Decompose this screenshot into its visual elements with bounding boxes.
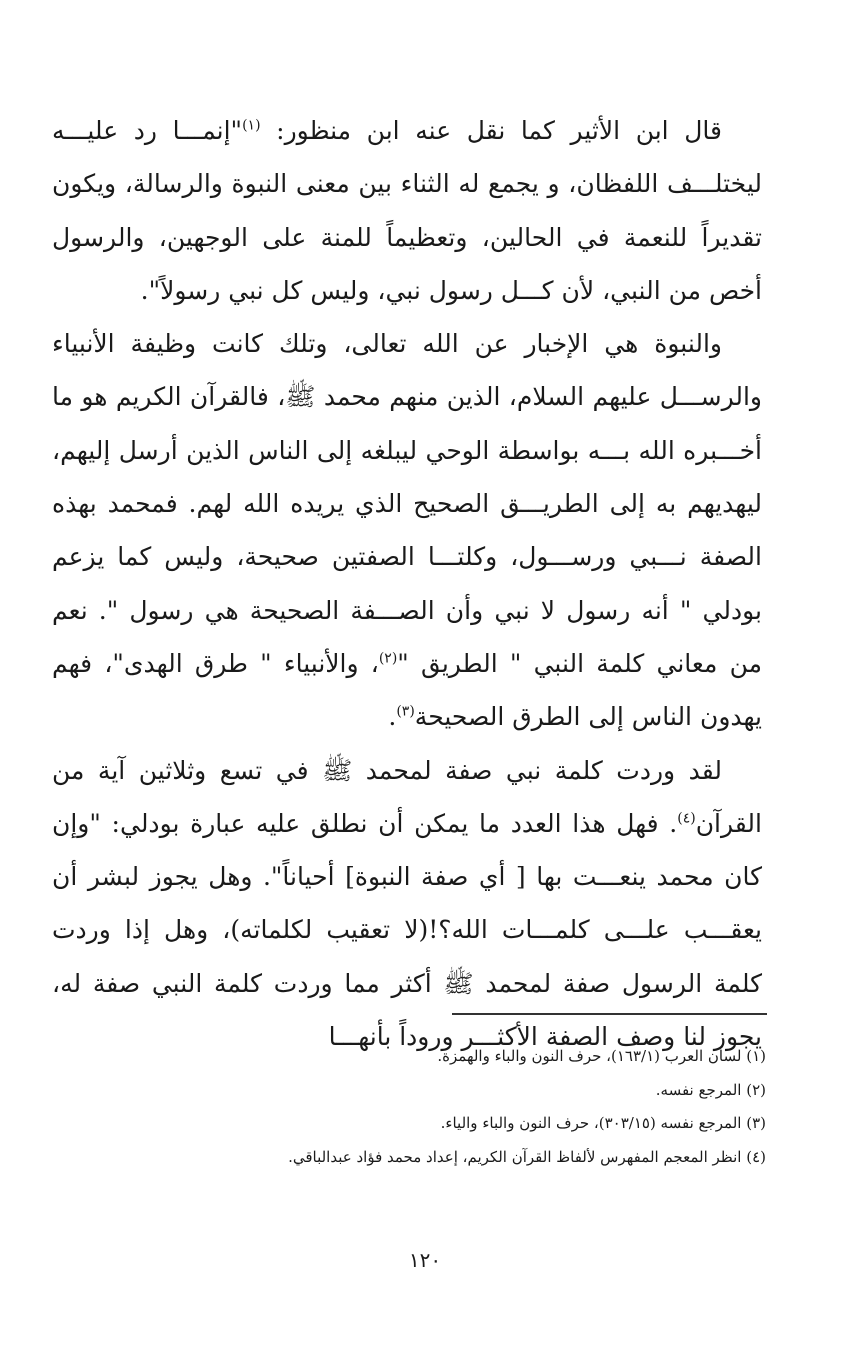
footnote-ref: (٢): [378, 650, 398, 667]
footnote-ref: (٣): [396, 703, 415, 720]
text-run: لقد وردت كلمة نبي صفة لمحمد ﷺ في تسع وثلاثين آية من القرآن: [52, 755, 762, 838]
main-text: [52, 104, 762, 1063]
text-run: والنبوة هي الإخبار عن الله تعالى، وتلك كانت وظيفة الأنبياء والرســـل عليهم السلام، الذين منهم محمد ﷺ، فالقرآن الكريم هو ما أخـــبره الله بـــه بواسطة الوحي ليبلغه إلى الناس الذين أرسل إليهم، ليهديهم به إلى الطريـــق الصحيح الذي يريده الله لهم. فمحمد بهذه الصفة نـــبي ورســـول، وكلتـــا الصفتين صحيحة، وليس كما يزعم بودلي " أنه رسول لا نبي وأن الصـــفة الصحيحة هي رسول ". نعم من معاني كلمة النبي " الطريق ": [52, 329, 762, 678]
text-run: . فهل هذا العدد ما يمكن أن نطلق عليه عبارة بودلي: "وإن كان محمد ينعـــت بها [ أي صفة النبوة] أحياناً". وهل يجوز لبشر أن يعقـــب علـــى كلمـــات الله؟!(لا تعقيب لكلماته)، وهل إذا وردت كلمة الرسول صفة لمحمد ﷺ أكثر مما وردت كلمة النبي صفة له، يجوز لنا وصف الصفة الأكثـــر وروداً بأنهـــا: [52, 808, 762, 1052]
footnote-item: (١) لسان العرب (١٦٣/١)، حرف النون والباء والهمزة.: [437, 1047, 766, 1065]
text-run: "إنمـــا رد عليـــه ليختلـــف اللفظان، و يجمع له الثناء بين معنى النبوة والرسالة، ويكون تقديراً للنعمة في الحالين، وتعظيماً للمنة على الوجهين، والرسول أخص من النبي، لأن كـــل رسول نبي، وليس كل نبي رسولاً".: [52, 116, 762, 305]
paragraph: [52, 104, 762, 317]
text-run: .: [388, 702, 397, 732]
paragraph: [52, 317, 762, 743]
text-run: قال ابن الأثير كما نقل عنه ابن منظور:: [260, 116, 722, 145]
footnotes: [52, 1040, 766, 1174]
footnote-item: (٢) المرجع نفسه.: [655, 1080, 766, 1099]
footnote-item: (٣) المرجع نفسه (٣٠٣/١٥)، حرف النون والباء والياء.: [440, 1114, 766, 1132]
paragraph: [52, 744, 762, 1064]
footnote-ref: (١): [242, 117, 261, 134]
footnote-item: (٤) انظر المعجم المفهرس لألفاظ القرآن الكريم، إعداد محمد فؤاد عبدالباقي.: [288, 1147, 766, 1166]
footnote-ref: (٤): [677, 810, 696, 827]
footnote-separator: [452, 1013, 767, 1015]
page-number: ١٢٠: [408, 1248, 442, 1272]
text-run: ، والأنبياء " طرق الهدى"، فهم يهدون الناس إلى الطرق الصحيحة: [52, 648, 762, 732]
